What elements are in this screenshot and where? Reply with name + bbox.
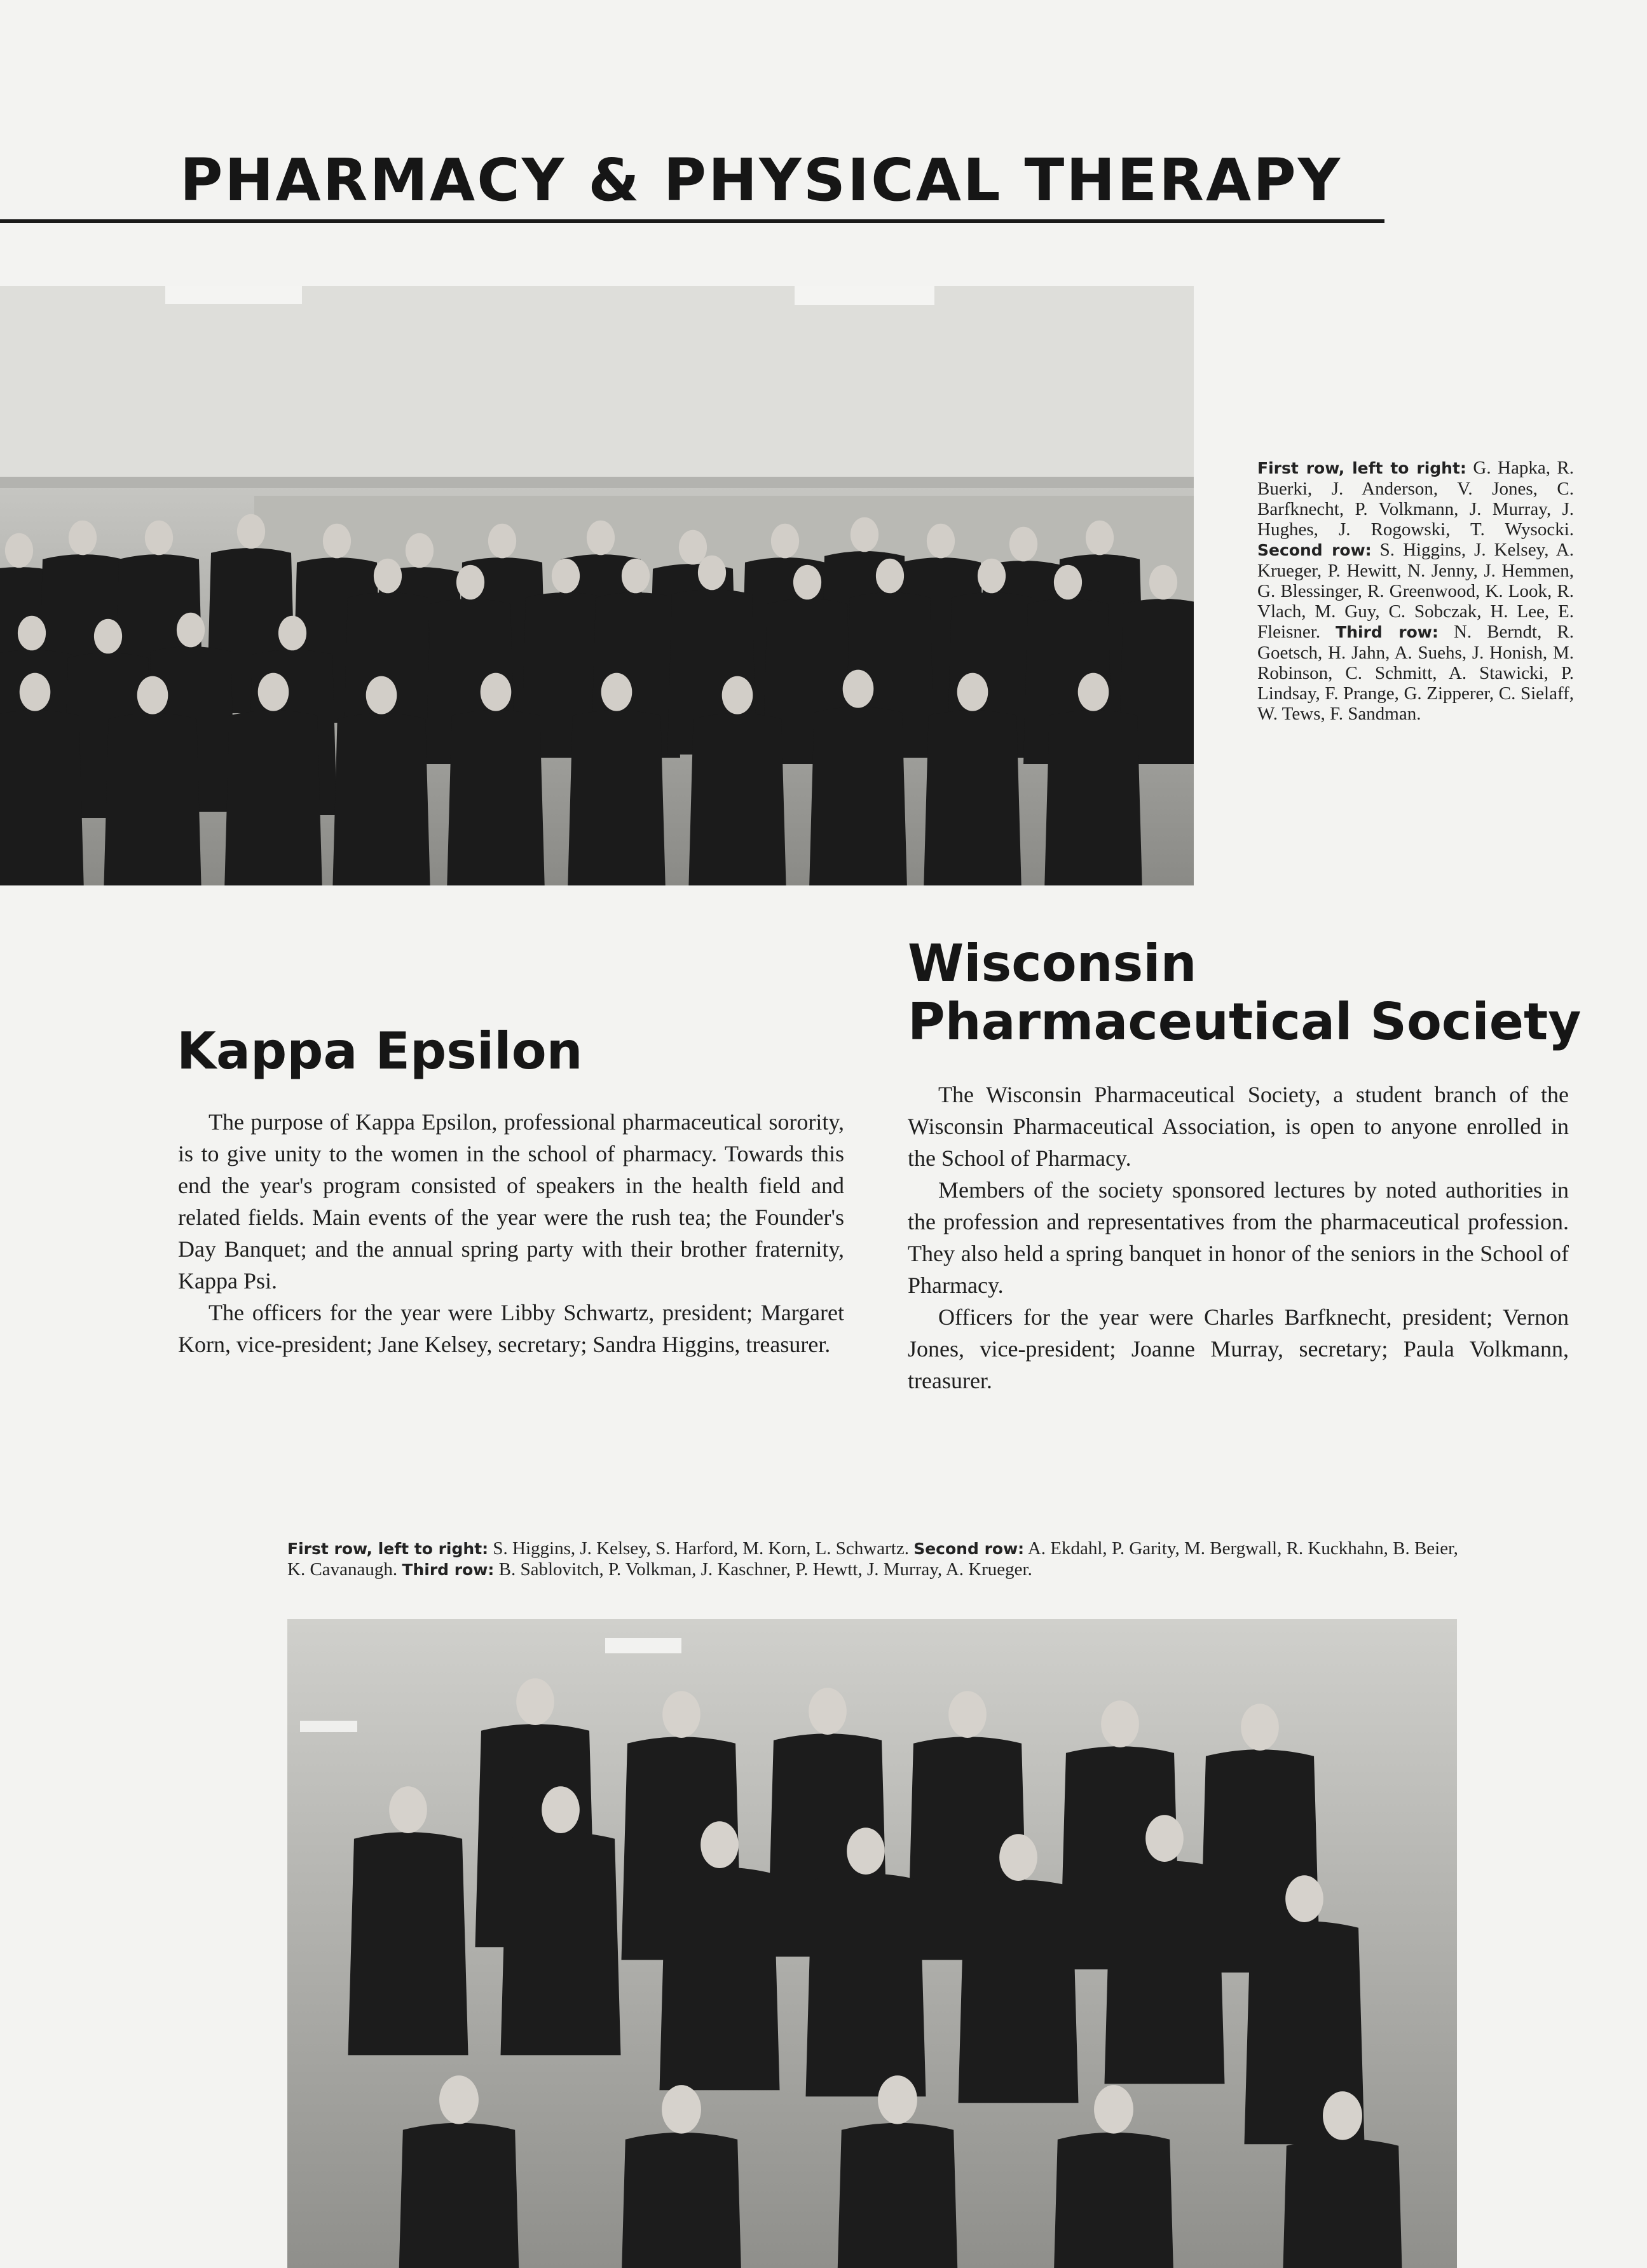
row3-person-12-face	[1009, 527, 1037, 562]
row1-person-4-face	[481, 673, 512, 711]
row3-person-3-face	[237, 514, 265, 549]
section-header: PHARMACY & PHYSICAL THERAPY	[180, 146, 1343, 214]
row1-person-9-face	[1078, 673, 1109, 711]
row3-person-6-face	[488, 524, 516, 559]
row1-person-6-body	[688, 713, 786, 885]
wps-heading-line1: Wisconsin	[908, 934, 1197, 993]
mid-person-0-face	[389, 1786, 427, 1833]
row3-person-4-face	[323, 524, 351, 559]
row2-person-0-face	[18, 616, 46, 651]
mid-person-6-face	[1285, 1875, 1323, 1922]
mid-person-2-body	[660, 1867, 780, 2090]
caption-label: Third row:	[1336, 623, 1439, 641]
front-person-0-body	[397, 2123, 521, 2268]
front-person-3-face	[1094, 2085, 1133, 2133]
caption-names: S. Higgins, J. Kelsey, S. Harford, M. Korn, L. Schwartz.	[488, 1538, 914, 1559]
bottom-photo-caption	[287, 1538, 1463, 1580]
row2-person-11-face	[978, 559, 1006, 594]
caption-label: First row, left to right:	[287, 1540, 489, 1558]
row3-person-5-face	[406, 533, 434, 568]
row3-person-13-face	[1086, 521, 1114, 556]
kappa-epsilon-heading: Kappa Epsilon	[177, 1021, 583, 1081]
front-person-2-face	[878, 2075, 917, 2124]
row2-person-2-face	[177, 613, 205, 648]
front-person-4-body	[1280, 2139, 1405, 2268]
row3-person-7-face	[587, 521, 615, 556]
mid-person-4-body	[959, 1880, 1079, 2103]
row1-person-5-body	[568, 710, 666, 885]
mid-person-3-face	[847, 1827, 885, 1875]
front-person-3-body	[1051, 2133, 1176, 2268]
caption-names: S. Higgins, J. Kelsey, A. Krueger, P. Hewitt, N. Jenny, J. Hemmen, G. Blessinger, R. Greenwood, K. Look, R. Vlach, M. Guy, C. Sobczak, H. Lee, E. Fleisner.	[1257, 540, 1574, 642]
row1-person-8-face	[957, 673, 988, 711]
row2-person-4-face	[374, 559, 402, 594]
row3-person-11-face	[927, 524, 955, 559]
front-person-2-body	[835, 2123, 960, 2268]
caption-label: Second row:	[1257, 541, 1372, 559]
row1-person-1-face	[137, 676, 168, 714]
row3-person-2-face	[145, 521, 173, 556]
mid-person-1-face	[542, 1786, 580, 1833]
row2-person-10-face	[876, 559, 904, 594]
front-person-1-body	[619, 2133, 744, 2268]
row3-person-1-face	[69, 521, 97, 556]
row1-person-3-face	[366, 676, 397, 714]
row2-person-6-face	[552, 559, 580, 594]
mid-person-3-body	[806, 1873, 926, 2096]
row1-person-7-face	[843, 670, 874, 708]
caption-names: G. Hapka, R. Buerki, J. Anderson, V. Jones, C. Barfknecht, P. Volkmann, J. Murray, J. Hughes, J. Rogowski, T. Wysocki.	[1257, 458, 1574, 540]
kappa-epsilon-group-photo	[287, 1619, 1457, 2268]
row3-person-10-face	[851, 517, 878, 552]
article-paragraph: The purpose of Kappa Epsilon, professional pharmaceutical sorority, is to give unity to the women in the school of pharmacy. Towards this end the year's program consisted of speakers in the health field and related fields. Main events of the year were the rush tea; the Founder's Day Banquet; and the annual spring party with their brother fraternity, Kappa Psi.	[178, 1109, 844, 1294]
mid-person-4-face	[999, 1834, 1037, 1881]
header-rule	[0, 219, 1384, 223]
top-photo-caption	[1257, 458, 1574, 724]
front-person-1-face	[662, 2085, 701, 2133]
row2-person-9-face	[793, 565, 821, 600]
article-paragraph: The Wisconsin Pharmaceutical Society, a student branch of the Wisconsin Pharmaceutical Association, is open to anyone enrolled in the School of Pharmacy.	[908, 1082, 1569, 1171]
row1-person-3-body	[332, 713, 430, 885]
row3-person-0-face	[5, 533, 33, 568]
row2-person-5-face	[456, 565, 484, 600]
row1-person-0-body	[0, 710, 84, 885]
caption-label: First row, left to right:	[1257, 459, 1466, 477]
row2-person-3-face	[278, 616, 306, 651]
row1-person-9-body	[1044, 710, 1142, 885]
back-person-1-face	[662, 1691, 700, 1738]
back-person-0-face	[516, 1678, 554, 1725]
row2-person-12-face	[1054, 565, 1082, 600]
caption-label: Third row:	[402, 1561, 495, 1579]
back-person-3-face	[948, 1691, 987, 1738]
row1-person-4-body	[447, 710, 545, 885]
row1-person-8-body	[924, 710, 1022, 885]
front-person-4-face	[1323, 2091, 1362, 2140]
mid-person-1-body	[501, 1832, 621, 2055]
article-paragraph: Members of the society sponsored lectures by noted authorities in the profession and representatives from the pharmaceutical profession. They also held a spring banquet in honor of the seniors in the School of Pharmacy.	[908, 1177, 1569, 1298]
article-paragraph: The officers for the year were Libby Schwartz, president; Margaret Korn, vice-president; Jane Kelsey, secretary; Sandra Higgins, treasurer.	[178, 1300, 844, 1357]
mid-person-5-body	[1105, 1861, 1225, 2084]
wps-article	[908, 1079, 1569, 1397]
row2-person-13-face	[1149, 565, 1177, 600]
pharmacy-society-group-photo	[0, 286, 1194, 885]
mid-person-5-face	[1145, 1815, 1184, 1862]
back-person-5-face	[1241, 1704, 1279, 1751]
row1-person-2-face	[258, 673, 289, 711]
wps-heading-line2: Pharmaceutical Society	[908, 992, 1582, 1051]
caption-names: A. Ekdahl, P. Garity, M. Bergwall, R. Kuckhahn, B. Beier, K. Cavanaugh.	[287, 1538, 1458, 1580]
row3-person-8-face	[679, 530, 707, 565]
caption-label: Second row:	[913, 1540, 1025, 1558]
row1-person-6-face	[722, 676, 753, 714]
row2-person-7-face	[622, 559, 650, 594]
row1-person-1-body	[104, 713, 202, 885]
row1-person-5-face	[601, 673, 632, 711]
caption-names: B. Sablovitch, P. Volkman, J. Kaschner, P. Hewtt, J. Murray, A. Krueger.	[494, 1559, 1032, 1580]
back-person-4-face	[1101, 1700, 1139, 1747]
row2-person-1-face	[94, 619, 122, 654]
back-person-2-face	[809, 1688, 847, 1735]
mid-person-2-face	[700, 1821, 739, 1868]
mid-person-0-body	[348, 1832, 468, 2055]
row1-person-2-body	[224, 710, 322, 885]
kappa-epsilon-article	[178, 1106, 844, 1360]
row2-person-8-face	[698, 556, 726, 591]
wps-heading	[908, 934, 1581, 1051]
row3-person-9-face	[771, 524, 799, 559]
row1-person-0-face	[20, 673, 51, 711]
caption-names: N. Berndt, R. Goetsch, H. Jahn, A. Suehs, J. Honish, M. Robinson, C. Schmitt, A. Stawicki, P. Lindsay, F. Prange, G. Zipperer, C. Sielaff, W. Tews, F. Sandman.	[1257, 622, 1574, 724]
front-person-0-face	[439, 2075, 479, 2124]
article-paragraph: Officers for the year were Charles Barfknecht, president; Vernon Jones, vice-president; Joanne Murray, secretary; Paula Volkmann, treasurer.	[908, 1304, 1569, 1393]
row1-person-7-body	[809, 707, 907, 885]
